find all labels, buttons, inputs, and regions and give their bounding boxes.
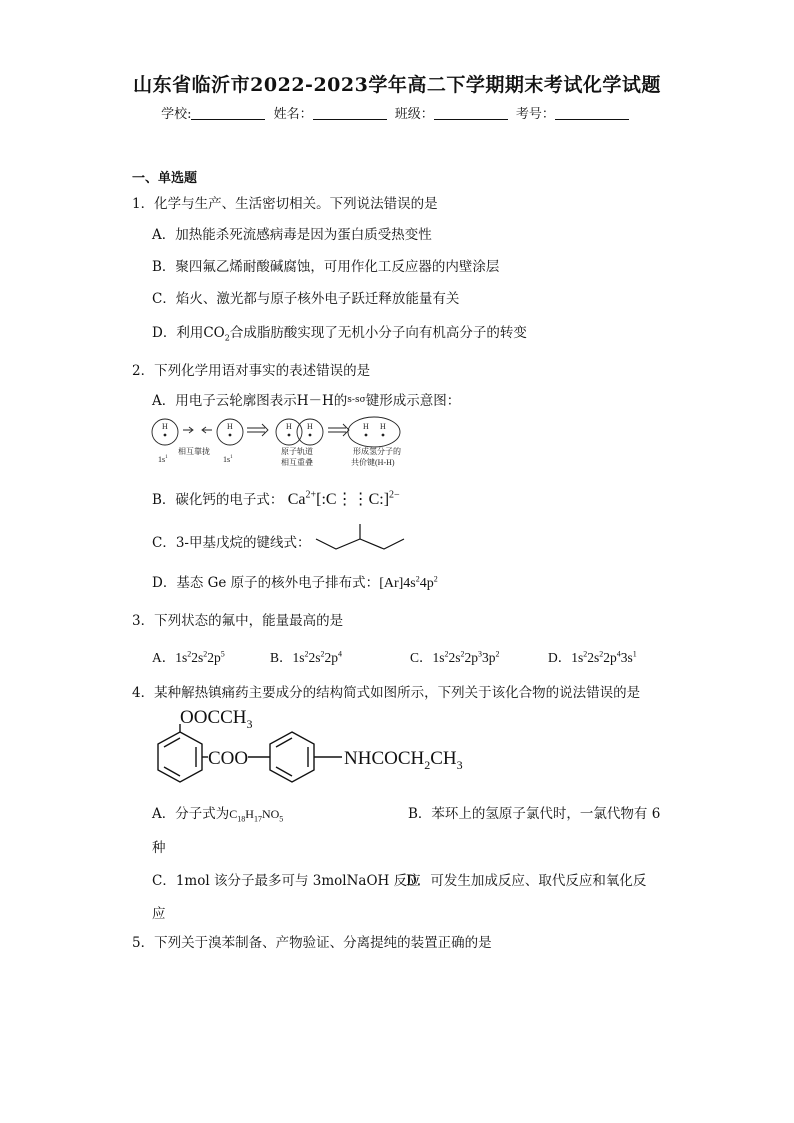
orbital-label-right: $1s^1$ [223, 455, 233, 464]
orbital-label-left: $1s^1$ [158, 455, 168, 464]
q2-option-a [152, 389, 460, 409]
ester-group: COO [208, 748, 249, 769]
arrow-left-icon [202, 427, 212, 433]
number-blank [555, 107, 629, 120]
ge-configuration: $[Ar]4s^24p^2$ [379, 574, 438, 591]
name-label: 姓名： [273, 107, 313, 122]
orbital-overlap-diagram [148, 414, 428, 474]
drug-structure-diagram [130, 704, 480, 788]
overlap-label-1: 原子轨道 [281, 447, 313, 456]
q4-option-a: A．分子式为$C_{18}H_{17}NO_5$ [152, 806, 284, 824]
q2-a-post: 键形成示意图： [365, 393, 461, 409]
overlap-label-2: 相互重叠 [281, 458, 313, 467]
q1-d-sub: 2 [224, 333, 230, 343]
q4-option-c: C．1mol 该分子最多可与 3molNaOH 反应 [152, 873, 421, 889]
q2-option-c: C．3-甲基戊烷的键线式： [152, 535, 311, 551]
q3-option-c: C．$1s^22s^22p^33p^2$ [410, 649, 500, 665]
q5-stem: 5．下列关于溴苯制备、产物验证、分离提纯的装置正确的是 [132, 935, 492, 951]
q1-option-d [152, 321, 527, 343]
approach-label: 相互靠拢 [178, 447, 210, 456]
q2-a-pre: A．用电子云轮廓图表示H－H的 [152, 393, 348, 409]
q1-d-pre: D．利用CO [152, 325, 225, 341]
name-blank [313, 107, 387, 120]
q4-option-d: D．可发生加成反应、取代反应和氧化反 [406, 873, 647, 889]
h-atom-1: H [162, 422, 168, 431]
q2-stem: 2．下列化学用语对事实的表述错误的是 [132, 363, 371, 379]
double-arrow-icon [328, 424, 349, 436]
section-heading: 一、单选题 [132, 171, 198, 186]
q2-d-pre: D．基态 Ge 原子的核外电子排布式： [152, 575, 380, 591]
h-atom-2: H [227, 422, 233, 431]
class-label: 班级： [394, 107, 434, 122]
h-atom-6: H [380, 422, 386, 431]
school-label: 学校: [161, 107, 192, 122]
q3-stem: 3．下列状态的氟中，能量最高的是 [132, 613, 344, 629]
q1-d-post: 合成脂肪酸实现了无机小分子向有机高分子的转变 [229, 325, 527, 341]
school-blank [191, 107, 265, 120]
methylpentane-skeletal-formula [314, 522, 406, 554]
q2-a-bond: s-sσ [347, 395, 366, 405]
q3-option-a: A．$1s^22s^22p^5$ [152, 649, 225, 665]
double-arrow-icon [247, 424, 268, 436]
q4-stem: 4．某种解热镇痛药主要成分的结构简式如图所示，下列关于该化合物的说法错误的是 [132, 685, 641, 701]
q1-option-b: B．聚四氟乙烯耐酸碱腐蚀，可用作化工反应器的内壁涂层 [152, 259, 500, 275]
q4-option-d-continued: 应 [152, 906, 166, 922]
acetoxy-group: $OOCCH_3$ [180, 707, 253, 731]
amide-group: $NHCOCH_2CH_3$ [344, 748, 463, 772]
h-atom-4: H [307, 422, 313, 431]
q2-option-d [152, 571, 438, 592]
form-label-2: 共价键(H-H) [351, 458, 395, 467]
q2-option-b [152, 488, 400, 509]
number-label: 考号： [515, 107, 555, 122]
page-title: 山东省临沂市2022-2023学年高二下学期期末考试化学试题 [133, 74, 661, 96]
form-label-1: 形成氢分子的 [353, 447, 401, 456]
student-info-line [0, 103, 794, 122]
q4-option-b-continued: 种 [152, 840, 166, 856]
h-atom-5: H [363, 422, 369, 431]
q1-option-c: C．焰火、激光都与原子核外电子跃迁释放能量有关 [152, 291, 460, 307]
q1-stem: 1．化学与生产、生活密切相关。下列说法错误的是 [132, 196, 438, 212]
calcium-carbide-formula: $Ca^{2+}[:C⋮⋮C:]^{2-}$ [287, 489, 400, 508]
h-atom-3: H [286, 422, 292, 431]
q3-option-b: B．$1s^22s^22p^4$ [270, 649, 343, 665]
q1-option-a: A．加热能杀死流感病毒是因为蛋白质受热变性 [152, 227, 432, 243]
q4-option-b: B．苯环上的氢原子氯代时，一氯代物有 6 [408, 806, 661, 822]
q3-option-d: D．$1s^22s^22p^43s^1$ [548, 649, 637, 665]
class-blank [434, 107, 508, 120]
q2-b-pre: B．碳化钙的电子式： [152, 492, 284, 508]
arrow-right-icon [183, 427, 193, 433]
